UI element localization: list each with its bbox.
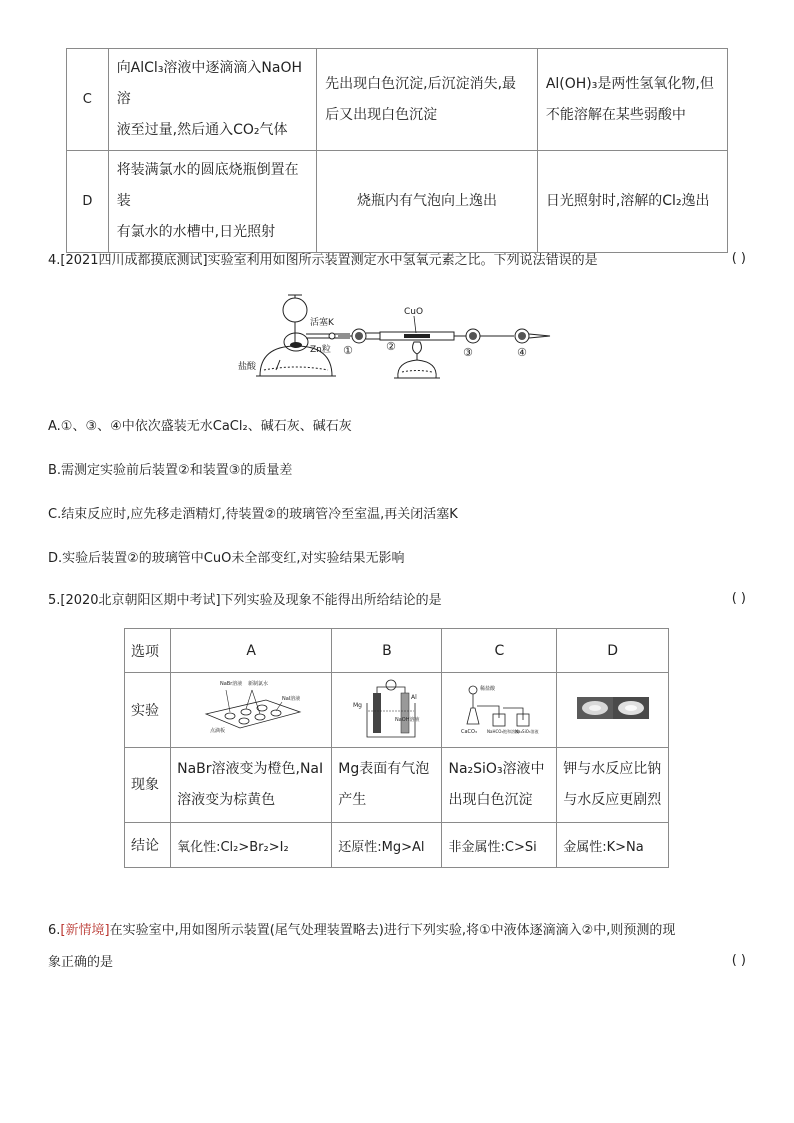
- header-c: C: [442, 629, 557, 673]
- option-d: D.实验后装置②的玻璃管中CuO未全部变红,对实验结果无影响: [48, 551, 405, 566]
- device-1-label: ①: [343, 344, 353, 357]
- option-a: A.①、③、④中依次盛装无水CaCl₂、碱石灰、碱石灰: [48, 419, 352, 434]
- alcohol-lamp: [394, 342, 440, 378]
- na2sio3-label: Na₂SiO₃溶液: [515, 729, 539, 734]
- naoh-label: NaOH溶液: [394, 717, 420, 723]
- experiment-a-cell: [171, 673, 332, 748]
- cuo-powder: [404, 334, 430, 338]
- conclusion-cell: Al(OH)₃是两性氢氧化物,但 不能溶解在某些弱酸中: [537, 49, 727, 151]
- experiment-b-cell: [332, 673, 442, 748]
- experiment-c-cell: [442, 673, 557, 748]
- header-option: 选项: [125, 629, 171, 673]
- mg-label: Mg: [352, 702, 362, 709]
- option-label: D: [67, 151, 109, 253]
- device-4-label: ④: [517, 346, 527, 359]
- nabr-label: NaBr溶液: [220, 681, 243, 687]
- question-4-stem: 4.[2021四川成都摸底测试]实验室利用如图所示装置测定水中氢氧元素之比。下列说法错误的是: [48, 253, 598, 268]
- answer-blank: ( ): [731, 251, 746, 266]
- chlorine-water-label: 新制氯水: [248, 681, 269, 687]
- spot-plate-figure: [196, 678, 306, 738]
- answer-table-continued: [66, 48, 728, 253]
- acidity-setup-figure: [451, 678, 547, 738]
- new-scenario-tag: [新情境]: [60, 923, 110, 938]
- nai-label: NaI溶液: [282, 696, 301, 702]
- answer-blank: ( ): [731, 953, 746, 968]
- experiment-row: [125, 673, 669, 748]
- question-6-stem-line2: 象正确的是: [48, 955, 114, 970]
- conclusion-cell: 日光照射时,溶解的Cl₂逸出: [537, 151, 727, 253]
- operation-cell: 将装满氯水的圆底烧瓶倒置在装 有氯水的水槽中,日光照射: [108, 151, 316, 253]
- conclusion-c: 非金属性:C>Si: [442, 823, 557, 868]
- spot-plate-label: 点滴板: [210, 728, 226, 734]
- row-label: 现象: [125, 748, 171, 823]
- nahco3-label: NaHCO₃饱和溶液: [487, 729, 520, 734]
- option-b: B.需测定实验前后装置②和装置③的质量差: [48, 463, 293, 478]
- dilute-hcl-label: 稀盐酸: [480, 686, 496, 692]
- valve-k-icon: [329, 333, 335, 339]
- header-b: B: [332, 629, 442, 673]
- answer-blank: ( ): [731, 591, 746, 606]
- phenomenon-cell: 烧瓶内有气泡向上逸出: [317, 151, 538, 253]
- row-label: 实验: [125, 673, 171, 748]
- device-2-label: ②: [386, 340, 396, 353]
- apparatus-figure: [238, 290, 556, 386]
- conclusion-b: 还原性:Mg>Al: [332, 823, 442, 868]
- header-a: A: [171, 629, 332, 673]
- phenomenon-a: NaBr溶液变为橙色,NaI 溶液变为棕黄色: [171, 748, 332, 823]
- experiment-d-cell: [557, 673, 669, 748]
- potassium-sodium-photo: [577, 693, 649, 723]
- table-header-row: [125, 629, 669, 673]
- conclusion-a: 氧化性:Cl₂>Br₂>I₂: [171, 823, 332, 868]
- phenomenon-cell: 先出现白色沉淀,后沉淀消失,最 后又出现白色沉淀: [317, 49, 538, 151]
- question-6-stem: 6.[新情境]在实验室中,用如图所示装置(尾气处理装置略去)进行下列实验,将①中液体逐滴滴入②中,则预测的现: [48, 923, 676, 938]
- header-d: D: [557, 629, 669, 673]
- experiment-table: [124, 628, 669, 868]
- acid-label: 盐酸: [238, 362, 257, 372]
- table-row: [67, 49, 728, 151]
- zn-label: Zn粒: [310, 345, 331, 355]
- zinc-granules: [290, 342, 302, 348]
- phenomenon-row: [125, 748, 669, 823]
- valve-label: 活塞K: [310, 318, 334, 328]
- option-label: C: [67, 49, 109, 151]
- phenomenon-c: Na₂SiO₃溶液中 出现白色沉淀: [442, 748, 557, 823]
- kipp-generator: [256, 295, 336, 376]
- conclusion-row: [125, 823, 669, 868]
- cuo-label: CuO: [404, 307, 424, 317]
- phenomenon-d: 钾与水反应比钠 与水反应更剧烈: [557, 748, 669, 823]
- question-5-stem: 5.[2020北京朝阳区期中考试]下列实验及现象不能得出所给结论的是: [48, 593, 442, 608]
- galvanic-cell-figure: [347, 677, 427, 739]
- option-c: C.结束反应时,应先移走酒精灯,待装置②的玻璃管冷至室温,再关闭活塞K: [48, 507, 458, 522]
- table-row: [67, 151, 728, 253]
- row-label: 结论: [125, 823, 171, 868]
- caco3-label: CaCO₃: [461, 729, 478, 735]
- phenomenon-b: Mg表面有气泡 产生: [332, 748, 442, 823]
- conclusion-d: 金属性:K>Na: [557, 823, 669, 868]
- al-label: Al: [410, 694, 417, 701]
- device-3-label: ③: [463, 346, 473, 359]
- operation-cell: 向AlCl₃溶液中逐滴滴入NaOH溶 液至过量,然后通入CO₂气体: [108, 49, 316, 151]
